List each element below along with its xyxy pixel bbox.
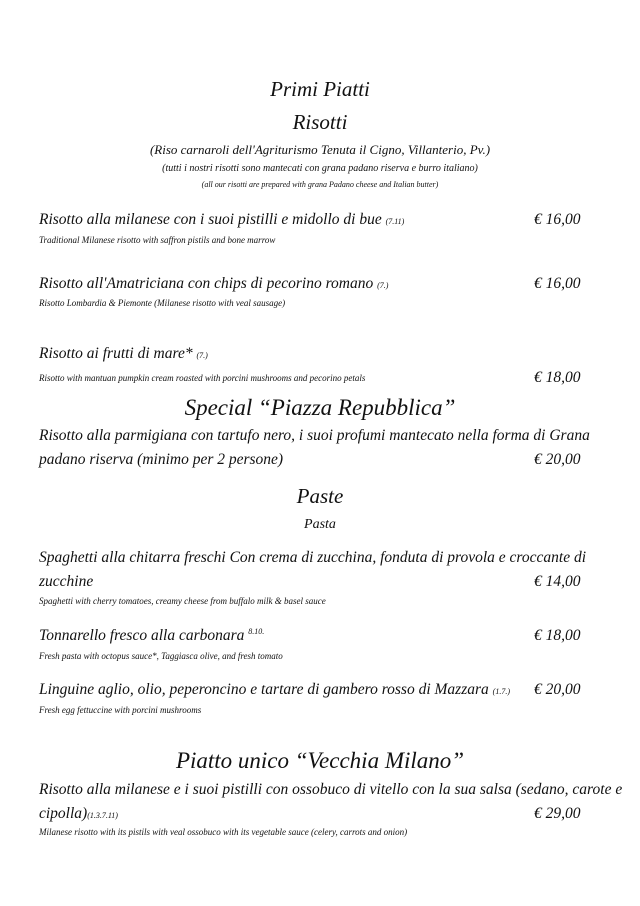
menu-item-price: € 18,00 [534,627,581,644]
menu-item-price: € 20,00 [534,451,581,468]
special-line: Risotto alla parmigiana con tartufo nero, i suoi profumi mantecato nella forma di Grana [39,427,590,444]
section-heading-risotti: Risotti [292,110,348,134]
risotti-note-en: (all our risotti are prepared with grana Padano cheese and Italian butter) [201,180,439,189]
page-title: Primi Piatti [270,77,370,101]
menu-item-name: Linguine aglio, olio, peperoncino e tartare di gambero rosso di Mazzara (1.7.) [39,681,510,698]
section-heading-special: Special “Piazza Repubblica” [184,395,456,420]
menu-item-price: € 20,00 [534,681,581,698]
section-subheading-pasta: Pasta [304,517,336,532]
menu-item-desc: Spaghetti with cherry tomatoes, creamy cheese from buffalo milk & basel sauce [39,596,326,606]
menu-item-price: € 14,00 [534,573,581,590]
section-heading-piatto-unico: Piatto unico “Vecchia Milano” [175,748,465,773]
menu-item-name: Risotto alla milanese e i suoi pistilli con ossobuco di vitello con la sua salsa (sedano, carote e [39,781,623,798]
menu-item-name: cipolla)(1.3.7.11) [39,805,118,822]
menu-item-desc: Risotto Lombardia & Piemonte (Milanese risotto with veal sausage) [39,298,286,308]
menu-item-price: € 29,00 [534,805,581,822]
risotti-note-it: (tutti i nostri risotti sono mantecati con grana padano riserva e burro italiano) [162,163,478,174]
menu-item-name: Risotto ai frutti di mare* (7.) [39,345,208,362]
menu-item-desc: Fresh egg fettuccine with porcini mushrooms [39,705,202,715]
special-line: padano riserva (minimo per 2 persone) [39,451,284,468]
menu-item-desc: Risotto with mantuan pumpkin cream roasted with porcini mushrooms and pecorino petals [39,373,366,383]
risotti-note: (Riso carnaroli dell'Agriturismo Tenuta il Cigno, Villanterio, Pv.) [149,142,491,157]
menu-item-price: € 16,00 [534,275,581,292]
menu-item-price: € 18,00 [534,369,581,386]
menu-item-name: Spaghetti alla chitarra freschi Con crema di zucchina, fonduta di provola e croccante di [39,549,587,566]
menu-item-desc: Milanese risotto with its pistils with veal ossobuco with its vegetable sauce (celery, carrots and onion) [39,827,408,837]
menu-item-name: Tonnarello fresco alla carbonara $^{8.10.}$ [39,627,265,645]
menu-item-name: zucchine [39,573,94,590]
menu-item-desc: Traditional Milanese risotto with saffron pistils and bone marrow [39,235,276,245]
menu-item-desc: Fresh pasta with octopus sauce*, Taggiasca olive, and fresh tomato [39,651,283,661]
menu-item-price: € 16,00 [534,211,581,228]
menu-item-name: Risotto alla milanese con i suoi pistilli e midollo di bue (7.11) [39,211,405,228]
menu-item-name: Risotto all'Amatriciana con chips di pecorino romano (7.) [39,275,389,292]
section-heading-paste: Paste [296,484,344,508]
